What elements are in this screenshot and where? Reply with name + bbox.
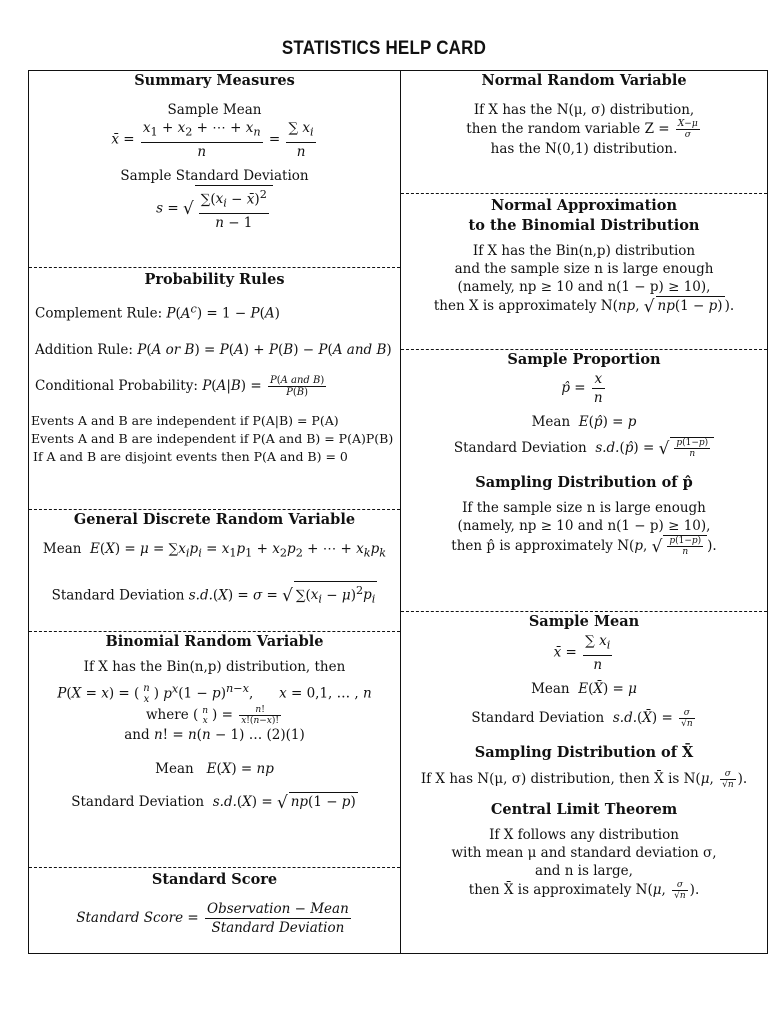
normal-approx-section: [401, 193, 767, 349]
normal-approx-title-1: Normal Approximation: [490, 197, 677, 214]
proportion-mean-formula: Mean E(p̂) = p: [531, 414, 637, 430]
xbar-mean-label: Mean: [531, 680, 570, 697]
xbar-dist-line: If X has N(μ, σ) distribution, then X̄ is N(μ, $\frac{\sigma}{√n}$ ).: [420, 768, 748, 790]
complement-rule: Complement Rule: $P(A^c) = 1 - P(A)$: [35, 302, 280, 322]
clt-line-3: and n is large,: [535, 862, 633, 879]
normal-approx-line-4-text: then X is approximately N: [433, 298, 613, 314]
summary-measures-title: Summary Measures: [134, 72, 295, 89]
summary-measures-section: [29, 71, 400, 267]
proportion-dist-title: Sampling Distribution of p̂: [475, 474, 693, 491]
normal-rv-title: Normal Random Variable: [481, 72, 687, 89]
normal-approx-line-1: If X has the Bin(n,p) distribution: [472, 243, 696, 259]
standard-score-title: Standard Score: [151, 871, 278, 888]
discrete-sd-label: Standard Deviation: [51, 587, 185, 604]
disjoint-rule: If A and B are disjoint events then P(A and B) = 0: [33, 448, 348, 464]
binomial-pmf-formula: P(X = x) = ( n x ) $p^x(1 - p)^{n-x}$, x = 0,1, … , n: [57, 682, 372, 705]
xbar-sd-formula: Standard Deviation s.d.(X̄) = $\frac{\sigma}{√n}$: [471, 707, 693, 729]
clt-line-1: If X follows any distribution: [489, 826, 679, 843]
standard-score-formula: [29, 900, 400, 937]
probability-rules-section: [29, 267, 400, 509]
xbar-mean-formula: Mean E(X̄) = μ: [531, 680, 637, 697]
normal-line-3: has the N(0,1) distribution.: [490, 141, 678, 157]
sample-mean-formula: x̄ = $\frac{x_1 + x_2 + \cdots + x_n}{n}$ = $\frac{\sum x_i}{n}$: [111, 120, 314, 160]
clt-line-2: with mean μ and standard deviation σ,: [451, 844, 717, 861]
normal-approx-title-2: to the Binomial Distribution: [468, 217, 700, 234]
proportion-sd-label: Standard Deviation: [453, 440, 587, 456]
addition-rule: Addition Rule: P(A or B) = P(A) + P(B) − P(A and B): [35, 341, 392, 358]
normal-line-1: If X has the N(μ, σ) distribution,: [473, 102, 695, 118]
xbar-sd-label: Standard Deviation: [471, 709, 605, 726]
binomial-mean-formula: Mean E(X) = np: [155, 761, 274, 777]
clt-title: Central Limit Theorem: [490, 800, 678, 818]
independence-rule-2: Events A and B are independent if P(A and B) = P(A)P(B): [31, 430, 394, 446]
sample-sd-formula: s = √ $\frac{\sum(x_i - x̄)^2}{n - 1}$: [29, 185, 400, 232]
binomial-and-label: and: [124, 727, 150, 743]
proportion-sd-formula: Standard Deviation s.d.(p̂) = √ $\frac{p(1-p)}{n}$: [401, 437, 767, 459]
binomial-rv-section: [29, 631, 400, 867]
binomial-sd-label: Standard Deviation: [71, 794, 205, 810]
clt-line-4: then X̄ is approximately N(μ, $\frac{\sigma}{√n}$ ).: [468, 879, 700, 901]
factorial-formula: and n! = n(n − 1) … (2)(1): [124, 727, 305, 743]
conditional-probability-label: Conditional Probability:: [35, 377, 198, 394]
standard-score-section: [29, 867, 400, 953]
independence-rule-1: Events A and B are independent if P(A|B) = P(A): [31, 412, 339, 428]
probability-rules-title: Probability Rules: [144, 271, 285, 288]
binomial-intro: If X has the Bin(n,p) distribution, then: [83, 659, 346, 675]
proportion-dist-line-3-text: then p̂ is approximately N: [451, 538, 630, 554]
xbar-dist-title: Sampling Distribution of X̄: [474, 743, 694, 761]
help-card: [28, 70, 768, 954]
xbar-dist-line-text: If X has N(μ, σ) distribution, then X̄ is N: [420, 770, 696, 787]
proportion-mean-label: Mean: [531, 414, 571, 430]
binomial-rv-title: Binomial Random Variable: [105, 633, 324, 650]
proportion-dist-line-2: (namely, np ≥ 10 and n(1 − p) ≥ 10),: [457, 518, 711, 534]
normal-approx-line-4: then X is approximately N(np, √ np(1 − p) ).: [433, 296, 735, 316]
addition-rule-label: Addition Rule:: [35, 341, 133, 358]
normal-rv-section: [401, 71, 767, 193]
sample-proportion-formula: p̂ = $\frac{x}{n}$: [561, 371, 603, 406]
standard-score-lhs: Standard Score =: [76, 910, 199, 926]
binomial-where-label: where: [146, 707, 189, 723]
proportion-dist-line-3: then p̂ is approximately N(p, √ $\frac{p(1-p)}{n}$ ).: [451, 536, 717, 557]
normal-approx-line-3: (namely, np ≥ 10 and n(1 − p) ≥ 10),: [457, 279, 711, 295]
complement-rule-label: Complement Rule:: [35, 305, 163, 322]
page-title: STATISTICS HELP CARD: [281, 36, 487, 59]
normal-line-2-text: then the random variable Z =: [466, 121, 670, 137]
binomial-coefficient-formula: where ( n x ) = $\frac{n!}{x!(n-x)!}$: [146, 705, 279, 726]
right-column: [401, 71, 767, 953]
sample-proportion-title: Sample Proportion: [507, 351, 661, 368]
discrete-sd-formula: Standard Deviation s.d.(X) = σ = √ $\sum(x_i - \mu)^2p_i$: [29, 581, 400, 609]
left-column: [29, 71, 401, 953]
binomial-sd-formula: Standard Deviation s.d.(X) = √ np(1 − p): [71, 792, 356, 812]
proportion-dist-line-1: If the sample size n is large enough: [462, 500, 706, 516]
standard-score-numerator: Observation − Mean: [207, 901, 349, 917]
normal-approx-line-2: and the sample size n is large enough: [454, 261, 714, 277]
conditional-probability: Conditional Probability: P(A|B) = $\frac{\text{P(A and B)}}{P(B)}$: [35, 374, 325, 398]
xbar-formula: x̄ = $\frac{\sum x_i}{n}$: [553, 633, 611, 673]
discrete-rv-title: General Discrete Random Variable: [73, 511, 356, 528]
binomial-mean-label: Mean: [155, 761, 194, 777]
clt-line-4-text: then X̄ is approximately N: [468, 881, 648, 898]
discrete-mean-formula: Mean $E(X) = \mu = \sum x_ip_i = x_1p_1 + x_2p_2$ + ⋯ + $x_kp_k$: [42, 541, 387, 560]
discrete-rv-section: [29, 509, 400, 631]
normal-line-2: then the random variable Z = $\frac{X-\mu}{\sigma}$: [466, 119, 698, 140]
standard-score-denominator: Standard Deviation: [211, 920, 345, 936]
sample-mean-title: Sample Mean: [528, 613, 640, 630]
sample-mean-label: Sample Mean: [167, 102, 262, 118]
sample-mean-section: [401, 611, 767, 955]
sample-proportion-section: [401, 349, 767, 611]
discrete-mean-label: Mean: [42, 541, 82, 557]
sample-sd-label: Sample Standard Deviation: [120, 167, 309, 184]
